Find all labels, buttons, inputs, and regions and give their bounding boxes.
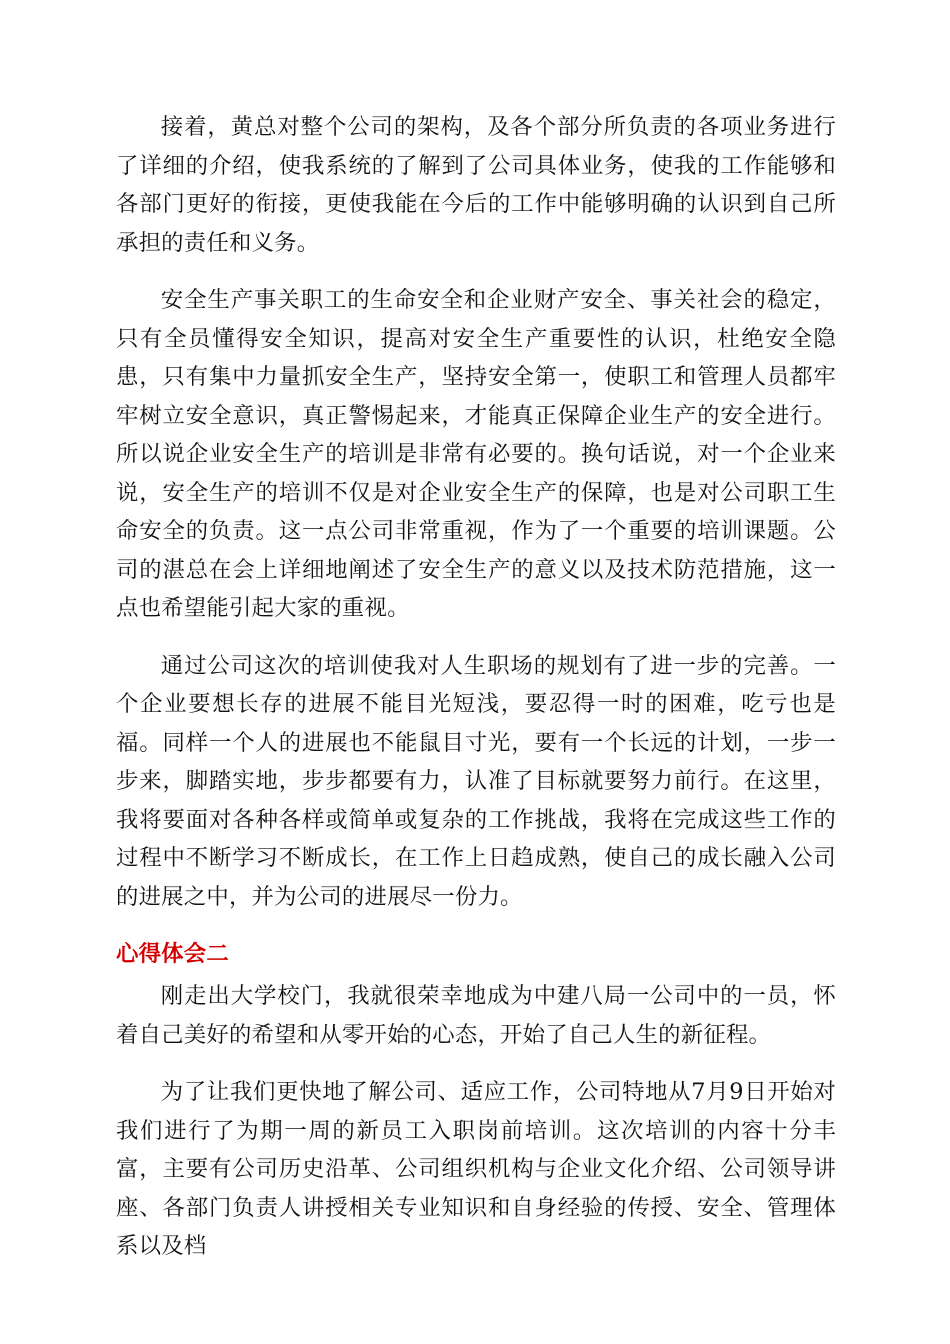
paragraph-new-journey: 刚走出大学校门，我就很荣幸地成为中建八局一公司中的一员，怀着自己美好的希望和从零开始的心态，开始了自己人生的新征程。 bbox=[116, 983, 836, 1048]
paragraph-company-structure: 接着，黄总对整个公司的架构，及各个部分所负责的各项业务进行了详细的介绍，使我系统的了解到了公司具体业务，使我的工作能够和各部门更好的衔接，更使我能在今后的工作中能够明确的认识到自己所承担的责任和义务。 bbox=[116, 114, 836, 256]
document-page bbox=[116, 108, 836, 1285]
paragraph-safety-production: 安全生产事关职工的生命安全和企业财产安全、事关社会的稳定，只有全员懂得安全知识，提高对安全生产重要性的认识，杜绝安全隐患，只有集中力量抓安全生产，坚持安全第一，使职工和管理人员都牢牢树立安全意识，真正警惕起来，才能真正保障企业生产的安全进行。所以说企业安全生产的培训是非常有必要的。换句话说，对一个企业来说，安全生产的培训不仅是对企业安全生产的保障，也是对公司职工生命安全的负责。这一点公司非常重视，作为了一个重要的培训课题。公司的湛总在会上详细地阐述了安全生产的意义以及技术防范措施，这一点也希望能引起大家的重视。 bbox=[116, 287, 836, 621]
paragraph-career-planning: 通过公司这次的培训使我对人生职场的规划有了进一步的完善。一个企业要想长存的进展不能目光短浅，要忍得一时的困难，吃亏也是福。同样一个人的进展也不能鼠目寸光，要有一个长远的计划，一步一步来，脚踏实地，步步都要有力，认准了目标就要努力前行。在这里，我将要面对各种各样或简单或复杂的工作挑战，我将在完成这些工作的过程中不断学习不断成长，在工作上日趋成熟，使自己的成长融入公司的进展之中，并为公司的进展尽一份力。 bbox=[116, 652, 836, 910]
paragraph-onboarding-training: 为了让我们更快地了解公司、适应工作，公司特地从7月9日开始对我们进行了为期一周的新员工入职岗前培训。这次培训的内容十分丰富，主要有公司历史沿革、公司组织机构与企业文化介绍、公司领导讲座、各部门负责人讲授相关专业知识和自身经验的传授、安全、管理体系以及档 bbox=[116, 1079, 836, 1259]
section-heading-two: 心得体会二 bbox=[116, 941, 229, 967]
